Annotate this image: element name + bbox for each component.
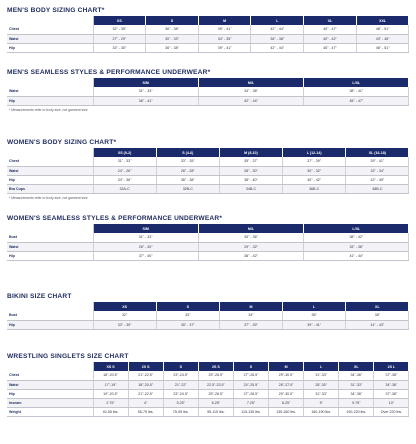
table-row [7, 87, 409, 96]
table-cell: 19"-20.5" [93, 389, 128, 398]
table-cell: 36" - 38" [251, 34, 304, 43]
table-row [7, 96, 409, 105]
section-title: WOMEN'S BODY SIZING CHART* [7, 139, 117, 146]
table-cell: 48" - 51" [356, 25, 409, 34]
table-row [7, 311, 409, 320]
table-cell: 34" - 35" [198, 34, 251, 43]
table-cell: 38" - 41" [304, 87, 409, 96]
table-cell: 5.25" [163, 398, 198, 407]
size-section [7, 68, 409, 114]
table-cell: 33" [156, 311, 219, 320]
column-header: L [283, 302, 346, 311]
table-cell: 40" - 42" [304, 34, 357, 43]
table-cell: 10" [374, 398, 409, 407]
row-label: Bust [7, 233, 93, 242]
table-cell: 32A-C [93, 184, 156, 193]
table-cell: 38" - 40" [219, 175, 282, 184]
table-cell: 30" - 32" [283, 166, 346, 175]
column-header: XL (16-18) [346, 148, 409, 157]
table-cell: 21"-22.5" [128, 389, 163, 398]
table-row [7, 34, 409, 43]
table-cell: 33" - 35" [156, 157, 219, 166]
measurement-note: * Measurements refer to body size, not garment size [9, 107, 88, 112]
column-header: XL [346, 302, 409, 311]
table-cell: 33" - 36" [304, 242, 409, 251]
row-label: Hip [7, 43, 93, 52]
column-header: S [156, 302, 219, 311]
column-header: M (8-10) [219, 148, 282, 157]
measurement-note: * Measurements refer to body size, not garment size [9, 195, 88, 200]
table-header-row [7, 224, 409, 233]
table-cell: 45" - 47" [304, 96, 409, 105]
table-cell: 9" [304, 398, 339, 407]
row-label: Inseam [7, 398, 93, 407]
table-cell: 39" - 41" [346, 157, 409, 166]
table-cell: 28" - 30" [219, 166, 282, 175]
table-cell: 42" - 44" [198, 96, 303, 105]
table-cell: 37"-38" [374, 389, 409, 398]
table-row [7, 320, 409, 329]
table-cell: 34" - 38" [198, 87, 303, 96]
table-cell: 115-135 lbs. [233, 407, 268, 416]
column-header: M [269, 362, 304, 371]
table-cell: 36" - 38" [146, 25, 199, 34]
table-cell: 41" - 43" [346, 320, 409, 329]
table-header-row [7, 362, 409, 371]
table-header-row [7, 148, 409, 157]
table-cell: 37" - 40" [93, 251, 198, 260]
column-header [7, 16, 93, 25]
table-cell: 36" - 38" [146, 43, 199, 52]
row-label: Hip [7, 251, 93, 260]
table-cell: 23"-24.5" [163, 371, 198, 380]
column-header: XS [93, 16, 146, 25]
table-cell: 34" [219, 311, 282, 320]
row-label: Chest [7, 157, 93, 166]
table-cell: 21"-22" [163, 380, 198, 389]
table-cell: 26"-27.5" [269, 380, 304, 389]
row-label: Waist [7, 34, 93, 43]
table-cell: 31" - 33" [93, 233, 198, 242]
table-row [7, 389, 409, 398]
row-label: Waist [7, 87, 93, 96]
column-header: 2S L [374, 362, 409, 371]
table-cell: 32" [93, 311, 156, 320]
table-cell: 39" - 41" [283, 320, 346, 329]
column-header: M/L [198, 224, 303, 233]
table-cell: 26" - 30" [93, 242, 198, 251]
column-header: L [251, 16, 304, 25]
size-section [7, 352, 409, 417]
table-cell: 45" - 47" [304, 43, 357, 52]
table-cell: 32" - 34" [346, 166, 409, 175]
table-row [7, 407, 409, 416]
table-cell: 39" - 41" [198, 25, 251, 34]
table-row [7, 371, 409, 380]
table-cell: 35" - 37" [219, 157, 282, 166]
table-cell: 31" - 33" [93, 87, 198, 96]
column-header [7, 224, 93, 233]
section-title: WRESTLING SINGLETS SIZE CHART [7, 353, 129, 360]
table-header-row [7, 302, 409, 311]
column-header: XXL [356, 16, 409, 25]
table-row [7, 380, 409, 389]
table-cell: 31"-33" [304, 389, 339, 398]
table-cell: 34"-36" [374, 380, 409, 389]
column-header: S (4-6) [156, 148, 219, 157]
column-header: XL [304, 16, 357, 25]
column-header: S/M [93, 78, 198, 87]
table-cell: 27"-28.5" [233, 371, 268, 380]
table-cell: 33" - 35" [93, 43, 146, 52]
size-table [7, 16, 409, 53]
section-title: MEN'S BODY SIZING CHART* [7, 7, 105, 14]
size-section [7, 6, 409, 53]
table-cell: 41" - 44" [304, 251, 409, 260]
table-cell: 36B-C [283, 184, 346, 193]
table-cell: 24" - 26" [93, 166, 156, 175]
table-cell: 24"-25.5" [233, 380, 268, 389]
table-cell: 38B-C [346, 184, 409, 193]
table-cell: 2.75" [93, 398, 128, 407]
section-title: MEN'S SEAMLESS STYLES & PERFORMANCE UNDERWEAR* [7, 69, 211, 76]
row-label: Waist [7, 242, 93, 251]
table-cell: 37"-38" [374, 371, 409, 380]
table-row [7, 251, 409, 260]
column-header: M [198, 16, 251, 25]
table-cell: 29"-30.5" [269, 389, 304, 398]
table-row [7, 25, 409, 34]
table-cell: 9.75" [339, 398, 374, 407]
table-cell: 42" - 45" [346, 175, 409, 184]
table-cell: 27" - 29" [93, 34, 146, 43]
table-cell: 38" [346, 311, 409, 320]
table-cell: 36" - 38" [156, 175, 219, 184]
table-cell: 34"-36" [339, 371, 374, 380]
row-label: Hip [7, 96, 93, 105]
table-cell: 40" - 42" [283, 175, 346, 184]
column-header: S [163, 362, 198, 371]
column-header: L/XL [304, 78, 409, 87]
size-table [7, 224, 409, 261]
table-cell: 36" - 41" [93, 96, 198, 105]
table-cell: 37" - 39" [219, 320, 282, 329]
table-cell: 36" [283, 311, 346, 320]
table-row [7, 184, 409, 193]
table-cell: 43" - 45" [356, 34, 409, 43]
column-header: 2S S [198, 362, 233, 371]
table-cell: 23"-24.5" [163, 389, 198, 398]
table-cell: 190-220 lbs. [339, 407, 374, 416]
size-section [7, 138, 409, 202]
table-row [7, 242, 409, 251]
column-header: 2X S [128, 362, 163, 371]
table-cell: 32B-C [156, 184, 219, 193]
row-label: Waist [7, 166, 93, 175]
table-cell: 17"-19" [93, 380, 128, 389]
column-header: M [219, 302, 282, 311]
table-cell: 32" - 35" [93, 25, 146, 34]
table-cell: 42" - 44" [251, 43, 304, 52]
table-cell: 21"-22.5" [128, 371, 163, 380]
table-cell: Over 220 lbs. [374, 407, 409, 416]
table-cell: 33" - 35" [93, 320, 156, 329]
table-cell: 40-55 lbs. [93, 407, 128, 416]
table-row [7, 166, 409, 175]
table-cell: 38" - 42" [198, 251, 303, 260]
table-row [7, 43, 409, 52]
column-header: XS [93, 302, 156, 311]
size-table [7, 362, 409, 417]
table-cell: 4" [128, 398, 163, 407]
column-header: L (12-14) [283, 148, 346, 157]
table-cell: 28"-30" [304, 380, 339, 389]
row-label: Weight [7, 407, 93, 416]
table-cell: 45" - 47" [304, 25, 357, 34]
table-cell: 135-160 lbs. [269, 407, 304, 416]
table-cell: 48" - 51" [356, 43, 409, 52]
column-header [7, 302, 93, 311]
section-title: BIKINI SIZE CHART [7, 293, 72, 300]
table-cell: 34B-C [219, 184, 282, 193]
table-cell: 18"-20.5" [128, 380, 163, 389]
size-table [7, 148, 409, 194]
column-header [7, 78, 93, 87]
size-section [7, 292, 409, 330]
table-cell: 37" - 39" [283, 157, 346, 166]
size-table [7, 78, 409, 106]
column-header: XS (0-2) [93, 148, 156, 157]
column-header: L/XL [304, 224, 409, 233]
row-label: Hip [7, 389, 93, 398]
table-cell: 31"-33" [339, 380, 374, 389]
size-table [7, 302, 409, 330]
table-cell: 6.25" [198, 398, 233, 407]
row-label: Waist [7, 380, 93, 389]
table-cell: 22.5"-23.5" [198, 380, 233, 389]
row-label: Bra Cups [7, 184, 93, 193]
column-header: XS S [93, 362, 128, 371]
row-label: Bust [7, 311, 93, 320]
section-title: WOMEN'S SEAMLESS STYLES & PERFORMANCE UNDERWEAR* [7, 215, 223, 222]
table-cell: 42" - 44" [251, 25, 304, 34]
table-cell: 26" - 28" [156, 166, 219, 175]
table-row [7, 233, 409, 242]
column-header: L [304, 362, 339, 371]
table-row [7, 175, 409, 184]
table-cell: 35" - 36" [198, 233, 303, 242]
table-cell: 38" - 42" [304, 233, 409, 242]
table-cell: 18"-20.5" [93, 371, 128, 380]
table-cell: 95-115 lbs. [198, 407, 233, 416]
column-header [7, 148, 93, 157]
column-header: S [233, 362, 268, 371]
table-cell: 25"-26.5" [198, 371, 233, 380]
column-header [7, 362, 93, 371]
table-cell: 35" - 37" [156, 320, 219, 329]
table-cell: 8.25" [269, 398, 304, 407]
column-header: M/L [198, 78, 303, 87]
column-header: S/M [93, 224, 198, 233]
row-label: Chest [7, 371, 93, 380]
table-cell: 27"-28.5" [233, 389, 268, 398]
table-row [7, 157, 409, 166]
row-label: Hip [7, 175, 93, 184]
table-cell: 75-95 lbs. [163, 407, 198, 416]
table-header-row [7, 78, 409, 87]
table-header-row [7, 16, 409, 25]
table-cell: 31" - 33" [93, 157, 156, 166]
table-row [7, 398, 409, 407]
table-cell: 34"-36" [339, 389, 374, 398]
row-label: Chest [7, 25, 93, 34]
table-cell: 25"-26.5" [198, 389, 233, 398]
table-cell: 30" - 33" [146, 34, 199, 43]
row-label: Hip [7, 320, 93, 329]
table-cell: 55-75 lbs. [128, 407, 163, 416]
column-header: S [146, 16, 199, 25]
table-cell: 29"-30.5" [269, 371, 304, 380]
table-cell: 29" - 32" [198, 242, 303, 251]
size-section [7, 214, 409, 261]
table-cell: 34" - 36" [93, 175, 156, 184]
table-cell: 7.25" [233, 398, 268, 407]
table-cell: 31"-33" [304, 371, 339, 380]
column-header: XL [339, 362, 374, 371]
table-cell: 39" - 41" [198, 43, 251, 52]
table-cell: 160-190 lbs. [304, 407, 339, 416]
